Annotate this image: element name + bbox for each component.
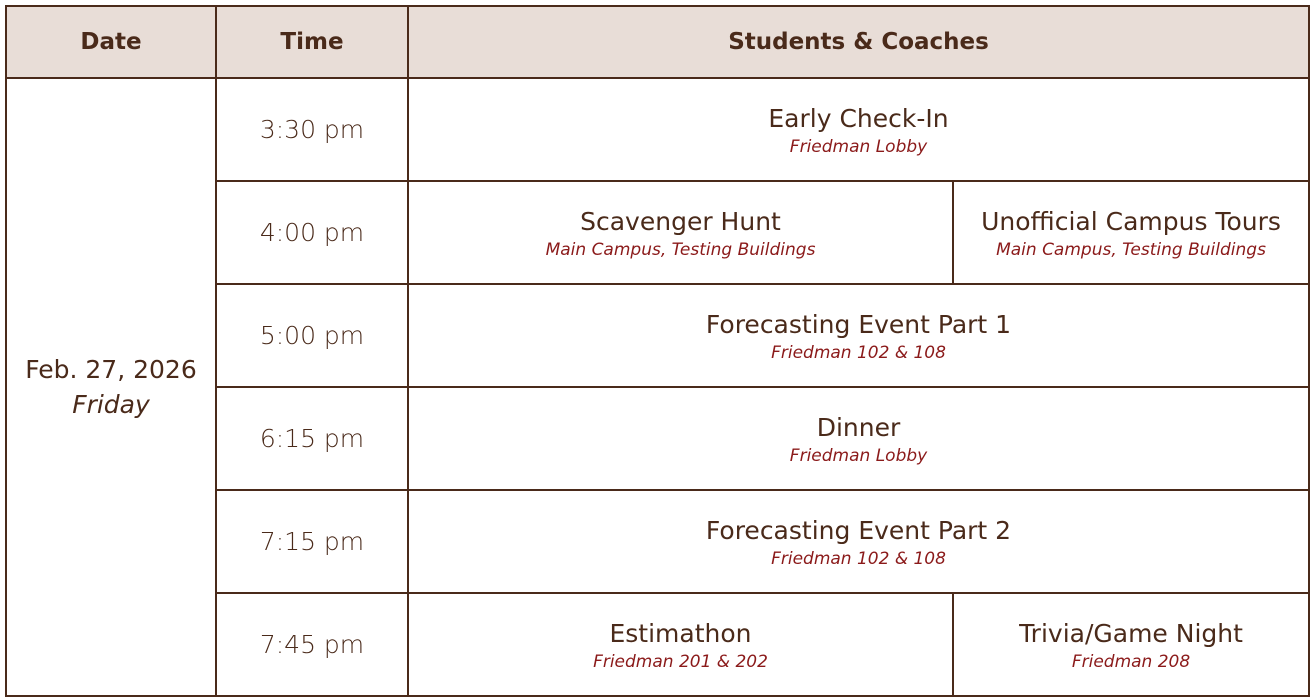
time-cell: 3:30 pm	[216, 78, 408, 181]
event-cell	[408, 284, 1309, 387]
schedule-row	[6, 78, 1309, 181]
event-cell	[408, 181, 953, 284]
event-title: Dinner	[816, 412, 901, 442]
day-value: Friday	[72, 390, 150, 419]
schedule-table	[5, 5, 1310, 697]
event-cell	[953, 181, 1309, 284]
event-cell	[408, 387, 1309, 490]
event-cell	[408, 78, 1309, 181]
header-students-coaches: Students & Coaches	[408, 6, 1309, 78]
event-location: Main Campus, Testing Buildings	[996, 240, 1266, 261]
time-cell: 7:45 pm	[216, 593, 408, 696]
time-cell: 4:00 pm	[216, 181, 408, 284]
event-title: Trivia/Game Night	[1019, 618, 1243, 648]
event-cell	[408, 490, 1309, 593]
event-title: Unofficial Campus Tours	[981, 206, 1281, 236]
event-title: Estimathon	[609, 618, 752, 648]
event-location: Friedman 201 & 202	[593, 652, 768, 673]
event-title: Scavenger Hunt	[580, 206, 781, 236]
time-cell: 6:15 pm	[216, 387, 408, 490]
date-cell	[6, 78, 216, 696]
event-cell	[408, 593, 953, 696]
event-location: Friedman 102 & 108	[771, 343, 946, 364]
header-time: Time	[216, 6, 408, 78]
event-location: Main Campus, Testing Buildings	[545, 240, 816, 261]
event-location: Friedman 208	[1071, 652, 1191, 673]
time-cell: 5:00 pm	[216, 284, 408, 387]
header-row	[6, 6, 1309, 78]
time-cell: 7:15 pm	[216, 490, 408, 593]
date-value: Feb. 27, 2026	[25, 355, 197, 384]
event-title: Forecasting Event Part 1	[705, 309, 1012, 339]
event-location: Friedman Lobby	[789, 446, 928, 467]
event-cell	[953, 593, 1309, 696]
header-date: Date	[6, 6, 216, 78]
event-location: Friedman 102 & 108	[771, 549, 946, 570]
event-location: Friedman Lobby	[789, 137, 928, 158]
event-title: Early Check-In	[768, 103, 949, 133]
event-title: Forecasting Event Part 2	[705, 515, 1012, 545]
